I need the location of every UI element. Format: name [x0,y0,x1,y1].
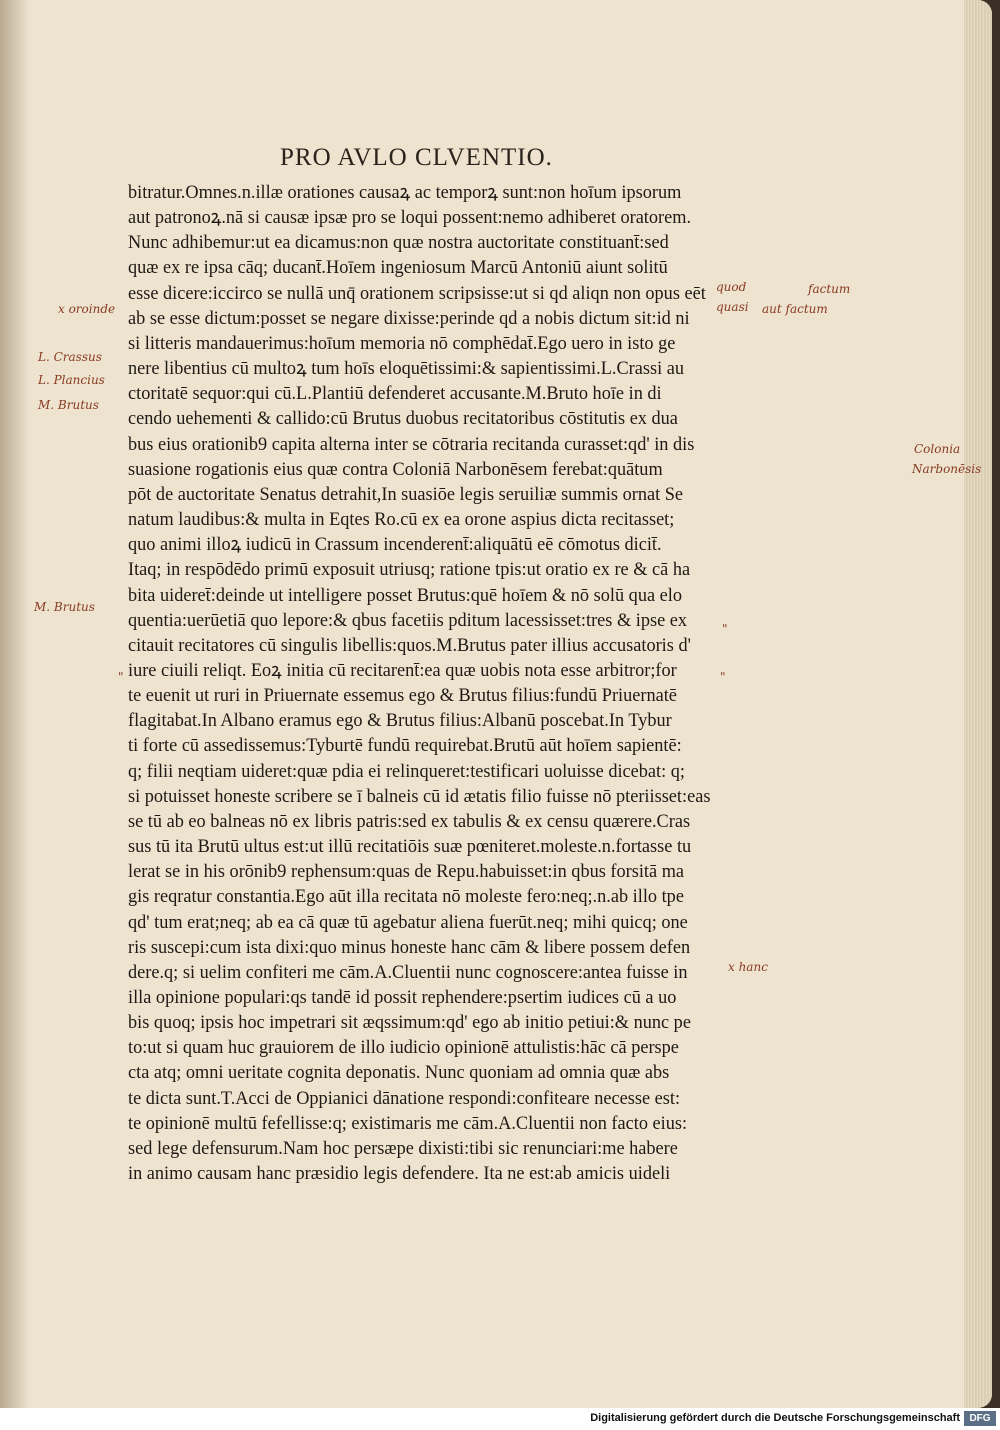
text-line: quæ ex re ipsa cāq; ducant̄.Hoīem ingeniosum Marcū Antoniū aiunt solitū [128,257,668,279]
margin-note-crassus: L. Crassus [38,350,102,364]
margin-note-brutus-2: M. Brutus [34,600,95,614]
text-line: aut patronoꝝ.nā si causæ ipsæ pro se loqui possent:nemo adhiberet oratorem. [128,207,692,229]
margin-note-aut-factum: aut factum [762,302,828,316]
text-line: te dicta sunt.T.Acci de Oppianici dānatione respondi:confiteare necesse est: [128,1087,681,1109]
text-line: to:ut si quam huc grauiorem de illo iudicio opinionē attulistis:hāc cā perspe [128,1037,679,1059]
dfg-logo: DFG [964,1411,996,1426]
main-text-block [128,180,728,1186]
text-line: quo animi illoꝝ iudicū in Crassum incenderent̄:aliquātū eē cōmotus dicit̄. [128,534,662,556]
margin-note-hanc: x hanc [728,960,768,974]
gutter-shadow [0,0,30,1408]
text-line: esse dicere:iccirco se nullā unq̄ orationem scripsisse:ut si qd aliqn non opus eēt [128,282,706,304]
margin-note-oroinde: x oroinde [58,302,116,316]
text-line: dere.q; si uelim confiteri me cām.A.Cluentii nunc cognoscere:antea fuisse in [128,961,688,983]
text-line: suasione rogationis eius quæ contra Coloniā Narbonēsem ferebat:quātum [128,458,663,480]
text-line: in animo causam hanc præsidio legis defendere. Ita ne est:ab amicis uideli [128,1163,671,1185]
funding-notice: Digitalisierung gefördert durch die Deutsche Forschungsgemeinschaft [590,1412,960,1424]
text-line: ti forte cū assedissemus:Tyburtē fundū requirebat.Brutū aūt hoīem sapientē: [128,735,682,757]
text-line: natum laudibus:& multa in Eqtes Ro.cū ex ea orone aspius dicta recitasset; [128,509,675,531]
text-line: bis quoq; ipsis hoc impetrari sit æqssimum:qd' ego ab initio petiui:& nunc pe [128,1012,691,1034]
text-line: q; filii neqtiam uideret:quæ pdia ei relinqueret:testificari uoluisse dicebat: q; [128,760,685,782]
text-line: sed lege defensurum.Nam hoc persæpe dixisti:tibi sic renunciari:me habere [128,1137,678,1159]
text-line: si litteris mandauerimus:hoīum memoria nō comphēdat̄.Ego uero in isto ge [128,332,676,354]
margin-note-quasi: quasi [716,300,749,314]
margin-note-plancius: L. Plancius [38,373,105,387]
text-line: bita uideret̄:deinde ut intelligere posset Brutus:quē hoīem & nō solū qua elo [128,584,683,606]
text-line: gis reqratur constantia.Ego aūt illa recitata nō moleste fero:neq;.n.ab illo tpe [128,886,684,908]
margin-note-quote-right-2: " [720,670,726,684]
text-line: ris suscepi:cum ista dixi:quo minus honeste hanc cām & libere possem defen [128,936,691,958]
text-line: qd' tum erat;neq; ab ea cā quæ tū agebatur aliena fuerūt.neq; mihi quicq; one [128,911,688,933]
text-line: citauit recitatores cū singulis libellis:quos.M.Brutus pater illius accusatoris d' [128,634,691,656]
footer-bar [0,1408,1000,1430]
text-line: se tū ab eo balneas nō ex libris patris:sed ex tabulis & ex censu quærere.Cras [128,810,691,832]
text-line: ctoritatē sequor:qui cū.L.Plantiū defenderet accusante.M.Bruto hoīe in di [128,383,662,405]
text-line: te euenit ut ruri in Priuernate essemus ego & Brutus filius:fundū Priuernatē [128,685,677,707]
text-line: si potuisset honeste scribere se ī balneis cū id ætatis filio fuisse nō pteriisset:eas [128,785,711,807]
text-line: iure ciuili reliqt. Eoꝝ initia cū recitarent̄:ea quæ uobis nota esse arbitror;for [128,659,677,681]
text-line: sus tū ita Brutū ultus est:ut illū recitatiōis suæ pœniteret.moleste.n.fortasse tu [128,836,692,858]
margin-note-quod: quod [716,280,747,294]
margin-note-colonia: Colonia [914,442,961,456]
margin-note-brutus: M. Brutus [38,398,99,412]
text-line: nere libentius cū multoꝝ tum hoīs eloquētissimi:& sapientissimi.L.Crassi au [128,358,684,380]
text-line: flagitabat.In Albano eramus ego & Brutus filius:Albanū poscebat.In Tybur [128,710,672,732]
text-line: cendo uehementi & callido:cū Brutus duobus recitatoribus cōstitutis ex dua [128,408,678,430]
text-line: te opinionē multū fefellisse:q; existimaris me cām.A.Cluentii non facto eius: [128,1112,688,1134]
running-title: PRO AVLO CLVENTIO. [280,144,553,171]
margin-note-narbonensis: Narbonēsis [912,462,982,476]
text-line: bus eius orationib9 capita alterna inter se cōtraria recitanda curasset:qd' in dis [128,433,695,455]
text-line: quentia:uerūetiā quo lepore:& qbus facetiis pditum lacessisset:tres & ipse ex [128,609,688,631]
margin-note-quote-left: " [118,670,124,684]
text-line: ab se esse dictum:posset se negare dixisse:perinde qd a nobis dictum sit:id ni [128,307,690,329]
text-line: lerat se in his orōnib9 rephensum:quas de Repu.habuisset:in qbus forsitā ma [128,861,685,883]
text-line: cta atq; omni ueritate cognita deponatis. Nunc quoniam ad omnia quæ abs [128,1062,670,1084]
text-line: Itaq; in respōdēdo primū exposuit utriusq; ratione tpis:ut oratio ex re & cā ha [128,559,691,581]
page-edges [964,0,992,1408]
text-line: pōt de auctoritate Senatus detrahit,In suasiōe legis seruiliæ summis ornat Se [128,483,684,505]
text-line: bitratur.Omnes.n.illæ orationes causaꝝ ac temporꝝ sunt:non hoīum ipsorum [128,182,682,203]
text-line: illa opinione populari:qs tandē id possit rephendere:psertim iudices cū a uo [128,987,677,1008]
margin-note-quote-right-1: " [722,622,728,636]
margin-note-factum: factum [808,282,851,296]
text-line: Nunc adhibemur:ut ea dicamus:non quæ nostra auctoritate constituant̄:sed [128,232,669,254]
